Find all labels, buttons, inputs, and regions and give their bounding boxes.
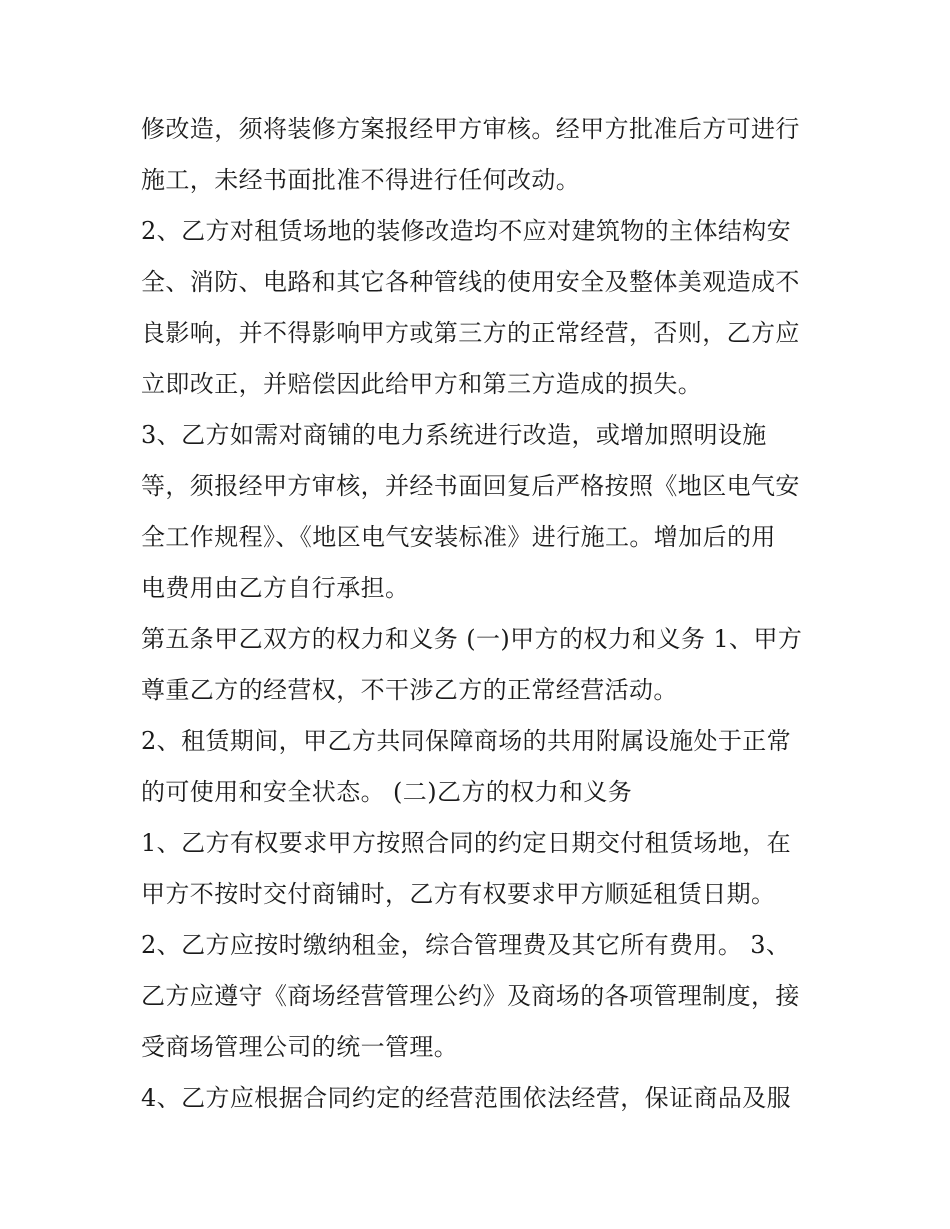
text-line: 良影响，并不得影响甲方或第三方的正常经营，否则，乙方应 xyxy=(141,319,800,347)
text-line: 全、消防、电路和其它各种管线的使用安全及整体美观造成不 xyxy=(141,268,800,296)
text-line: 2、乙方应按时缴纳租金，综合管理费及其它所有费用。 3、 xyxy=(141,931,791,959)
text-line: 2、租赁期间，甲乙方共同保障商场的共用附属设施处于正常 xyxy=(141,727,792,755)
text-line: 电费用由乙方自行承担。 xyxy=(141,574,410,602)
text-line: 修改造，须将装修方案报经甲方审核。经甲方批准后方可进行 xyxy=(141,115,800,143)
text-line: 施工，未经书面批准不得进行任何改动。 xyxy=(141,166,581,194)
text-line: 第五条甲乙双方的权力和义务 (一)甲方的权力和义务 1、甲方 xyxy=(141,625,803,653)
text-line: 尊重乙方的经营权，不干涉乙方的正常经营活动。 xyxy=(141,676,678,704)
text-line: 的可使用和安全状态。 (二)乙方的权力和义务 xyxy=(141,778,633,806)
text-line: 乙方应遵守《商场经营管理公约》及商场的各项管理制度，接 xyxy=(141,982,800,1010)
text-line: 2、乙方对租赁场地的装修改造均不应对建筑物的主体结构安 xyxy=(141,217,792,245)
text-line: 等，须报经甲方审核，并经书面回复后严格按照《地区电气安 xyxy=(141,472,800,500)
text-line: 1、乙方有权要求甲方按照合同的约定日期交付租赁场地，在 xyxy=(141,829,792,857)
text-line: 甲方不按时交付商铺时，乙方有权要求甲方顺延租赁日期。 xyxy=(141,880,776,908)
text-line: 全工作规程》、《地区电气安装标准》进行施工。增加后的用 xyxy=(141,523,776,551)
text-line: 3、乙方如需对商铺的电力系统进行改造，或增加照明设施 xyxy=(141,421,767,449)
text-line: 立即改正，并赔偿因此给甲方和第三方造成的损失。 xyxy=(141,370,703,398)
text-line: 4、乙方应根据合同约定的经营范围依法经营，保证商品及服 xyxy=(141,1084,792,1112)
text-line: 受商场管理公司的统一管理。 xyxy=(141,1033,459,1061)
